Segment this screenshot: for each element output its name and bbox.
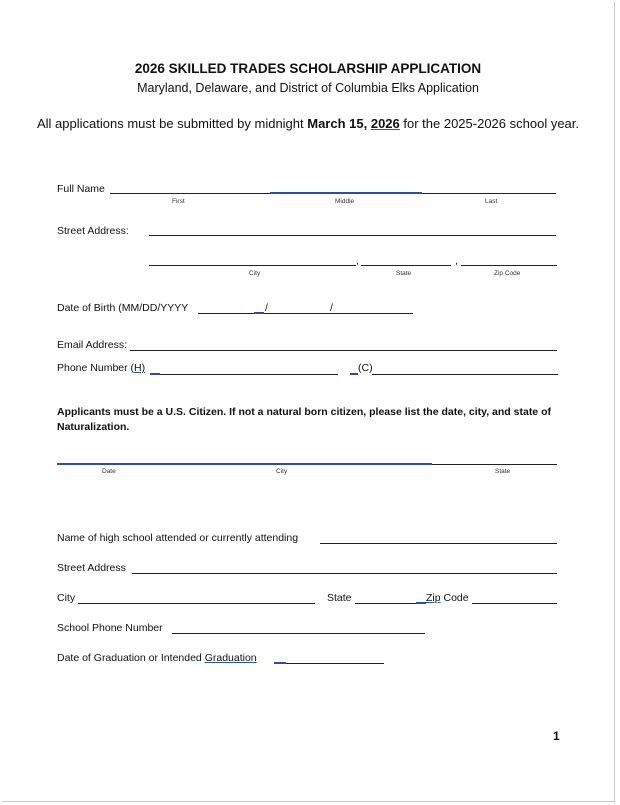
- citizenship-instructions: Applicants must be a U.S. Citizen. If not a natural born citizen, please list the date, city, and state of Naturalization.: [57, 406, 551, 433]
- middle-caption: Middle: [335, 198, 355, 205]
- school-city-line[interactable]: [78, 603, 315, 604]
- graduation-label-pre: Date of Graduation or Intended: [57, 652, 205, 664]
- school-street-line[interactable]: [132, 573, 557, 574]
- cell-phone-line[interactable]: [372, 374, 558, 375]
- city-comma: ,: [356, 255, 359, 267]
- dob-line[interactable]: [198, 313, 413, 314]
- dob-slash-2: /: [330, 302, 333, 314]
- email-label: Email Address:: [57, 339, 128, 351]
- phone-label: [57, 362, 145, 374]
- cell-phone-blue-mark: [350, 373, 358, 375]
- notice-year: 2026: [370, 116, 400, 131]
- deadline-notice: [2, 115, 614, 132]
- zip-line[interactable]: [461, 265, 557, 266]
- high-school-label: Name of high school attended or currently attending: [57, 532, 299, 544]
- dob-blue-mark: [254, 312, 264, 314]
- school-zip-line[interactable]: [472, 603, 557, 604]
- school-state-blue-mark: [416, 602, 426, 604]
- document-page: [2, 2, 615, 802]
- dob-label: Date of Birth (MM/DD/YYYY: [57, 302, 189, 314]
- street-address-line[interactable]: [149, 235, 556, 236]
- school-phone-line[interactable]: [172, 633, 425, 634]
- nat-state-caption: State: [495, 468, 511, 475]
- school-phone-label: School Phone Number: [57, 622, 163, 634]
- form-title: 2026 SKILLED TRADES SCHOLARSHIP APPLICATION: [134, 61, 482, 76]
- state-caption: State: [396, 270, 412, 277]
- high-school-line[interactable]: [320, 543, 557, 544]
- notice-pre: All applications must be submitted by midnight: [37, 116, 308, 131]
- notice-date: March 15,: [307, 116, 371, 131]
- school-street-label: Street Address: [57, 562, 126, 574]
- graduation-line[interactable]: [274, 663, 384, 664]
- full-name-label: Full Name: [57, 183, 105, 195]
- state-line[interactable]: [361, 265, 451, 266]
- first-caption: First: [172, 198, 185, 205]
- school-state-label: State: [327, 592, 352, 604]
- graduation-label-u: Graduation: [204, 652, 257, 664]
- school-state-line[interactable]: [355, 603, 425, 604]
- page-number: 1: [553, 729, 560, 743]
- dob-slash-1: /: [265, 302, 268, 314]
- phone-label-pre: Phone Number (: [57, 362, 135, 374]
- graduation-blue-mark: [274, 662, 286, 664]
- naturalization-blue-mark: [57, 463, 432, 465]
- state-comma: ,: [455, 255, 458, 267]
- nat-date-caption: Date: [102, 468, 116, 475]
- school-city-label: City: [57, 592, 76, 604]
- zip-caption: Zip Code: [494, 270, 521, 277]
- school-zip-label: [426, 592, 469, 604]
- street-address-label: Street Address:: [57, 225, 129, 237]
- email-line[interactable]: [130, 350, 557, 351]
- home-phone-line[interactable]: [150, 374, 338, 375]
- school-zip-label-u: Zip: [426, 592, 441, 604]
- graduation-label: [57, 652, 257, 664]
- phone-c-label: (C): [358, 362, 373, 374]
- last-caption: Last: [485, 198, 498, 205]
- full-name-blue-mark: [270, 192, 422, 194]
- phone-h-label: H): [134, 362, 146, 374]
- form-subtitle: Maryland, Delaware, and District of Columbia Elks Application: [137, 81, 479, 95]
- city-line[interactable]: [149, 265, 356, 266]
- notice-post: for the 2025-2026 school year.: [399, 116, 579, 131]
- city-caption: City: [249, 270, 261, 277]
- school-zip-label-rest: Code: [440, 592, 469, 604]
- home-phone-blue-mark: [150, 373, 160, 375]
- nat-city-caption: City: [276, 468, 288, 475]
